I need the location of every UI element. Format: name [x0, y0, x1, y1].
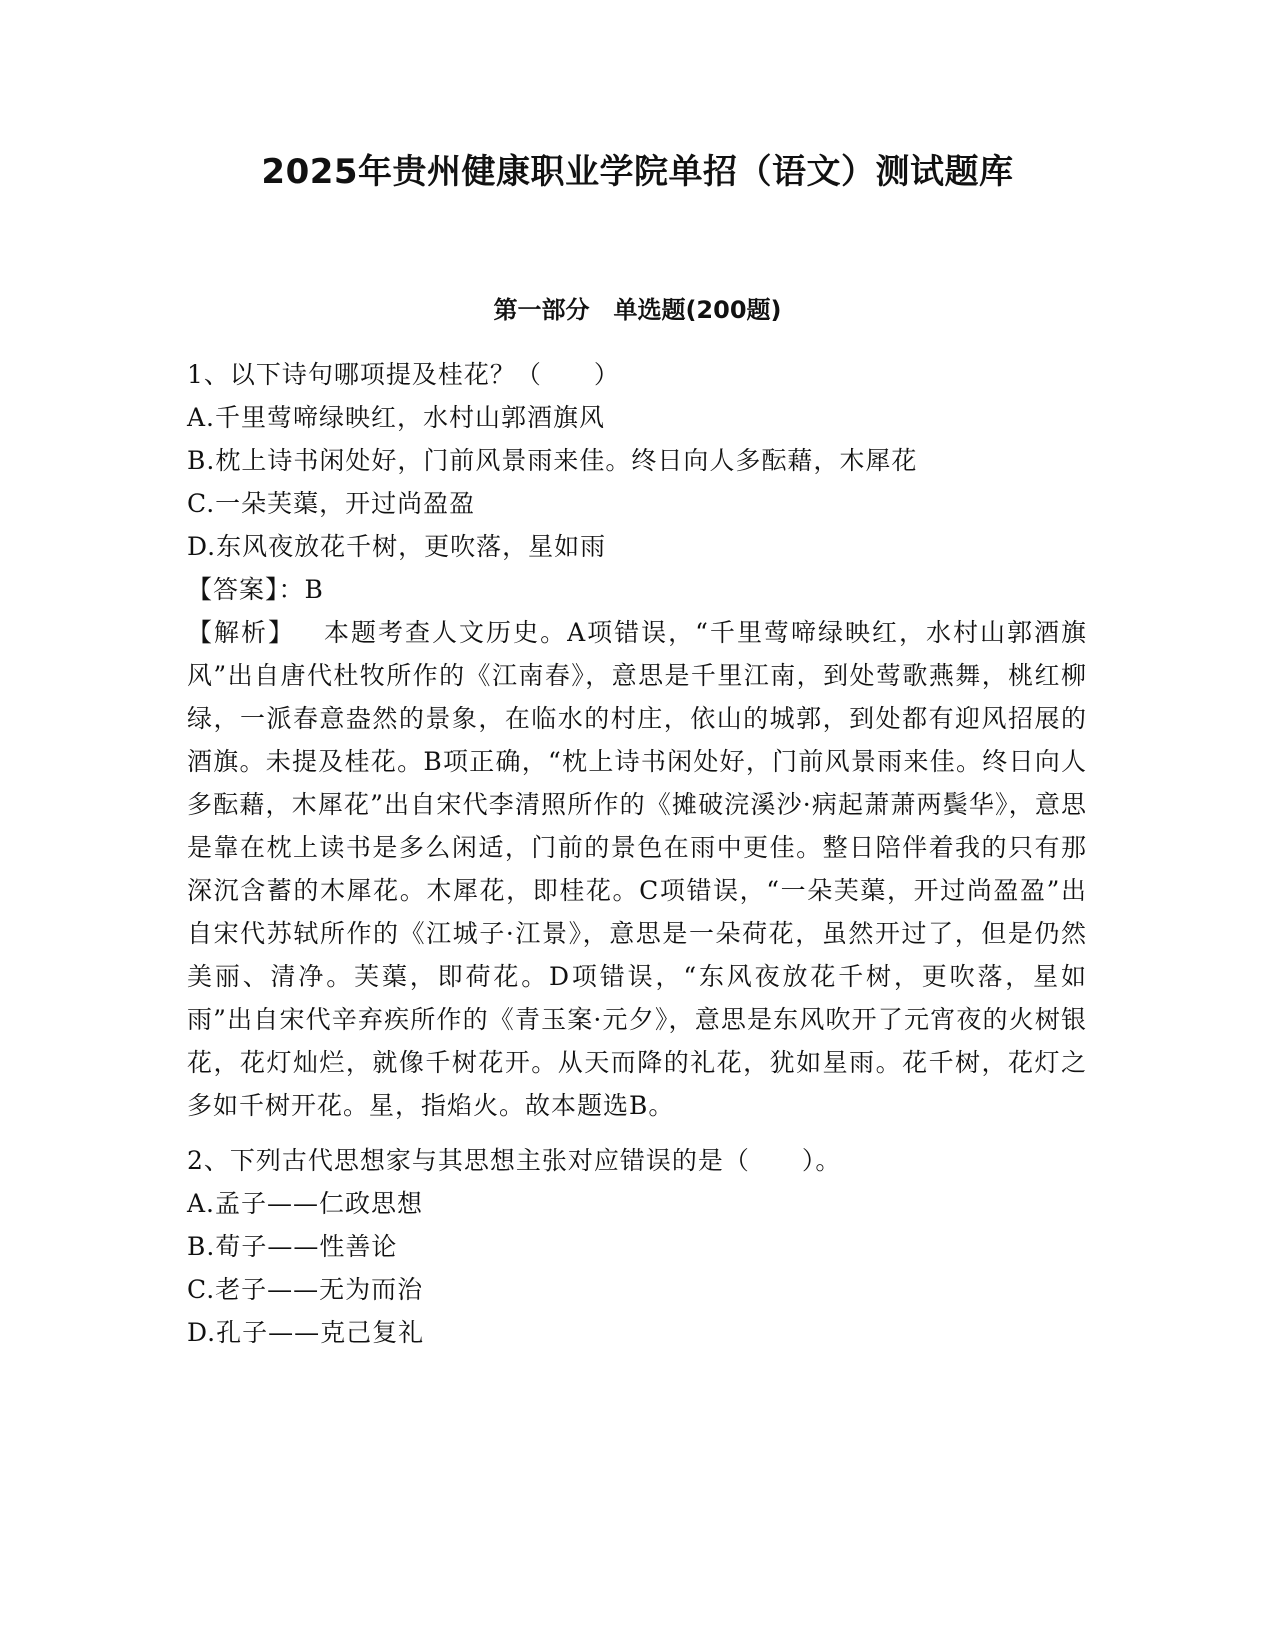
question-2 [187, 1139, 1087, 1354]
analysis-label: 【解析】 [187, 618, 296, 647]
analysis-text: 本题考查人文历史。A项错误，“千里莺啼绿映红，水村山郭酒旗风”出自唐代杜牧所作的《江南春》，意思是千里江南，到处莺歌燕舞，桃红柳绿，一派春意盎然的景象，在临水的村庄，依山的城郭，到处都有迎风招展的酒旗。未提及桂花。B项正确，“枕上诗书闲处好，门前风景雨来佳。终日向人多酝藉，木犀花”出自宋代李清照所作的《摊破浣溪沙·病起萧萧两鬓华》，意思是靠在枕上读书是多么闲适，门前的景色在雨中更佳。整日陪伴着我的只有那深沉含蓄的木犀花。木犀花，即桂花。C项错误，“一朵芙蕖，开过尚盈盈”出自宋代苏轼所作的《江城子·江景》，意思是一朵荷花，虽然开过了，但是仍然美丽、清净。芙蕖，即荷花。D项错误，“东风夜放花千树，更吹落，星如雨”出自宋代辛弃疾所作的《青玉案·元夕》，意思是东风吹开了元宵夜的火树银花，花灯灿烂，就像千树花开。从天而降的礼花，犹如星雨。花千树，花灯之多如千树开花。星，指焰火。故本题选B。 [187, 618, 1087, 1120]
question-list [187, 353, 1087, 1354]
option-b: B.枕上诗书闲处好，门前风景雨来佳。终日向人多酝藉，木犀花 [187, 446, 918, 475]
option-d: D.东风夜放花千树，更吹落，星如雨 [187, 532, 607, 561]
answer-label: 【答案】： [187, 575, 305, 604]
document-title: 2025年贵州健康职业学院单招（语文）测试题库 [261, 152, 1014, 192]
answer-line [187, 568, 1087, 611]
option-d: D.孔子——克己复礼 [187, 1318, 425, 1347]
option-a: A.千里莺啼绿映红，水村山郭酒旗风 [187, 403, 606, 432]
answer-value: B [304, 575, 324, 604]
question-stem: 2、下列古代思想家与其思想主张对应错误的是（ ）。 [187, 1146, 842, 1175]
option-c: C.一朵芙蕖，开过尚盈盈 [187, 489, 476, 518]
analysis-paragraph [187, 611, 1087, 1127]
question-stem: 1、以下诗句哪项提及桂花？（ ） [187, 360, 620, 389]
option-c: C.老子——无为而治 [187, 1275, 424, 1304]
option-a: A.孟子——仁政思想 [187, 1189, 424, 1218]
section-title: 第一部分 单选题(200题) [493, 296, 782, 324]
question-1 [187, 353, 1087, 1127]
option-b: B.荀子——性善论 [187, 1232, 398, 1261]
